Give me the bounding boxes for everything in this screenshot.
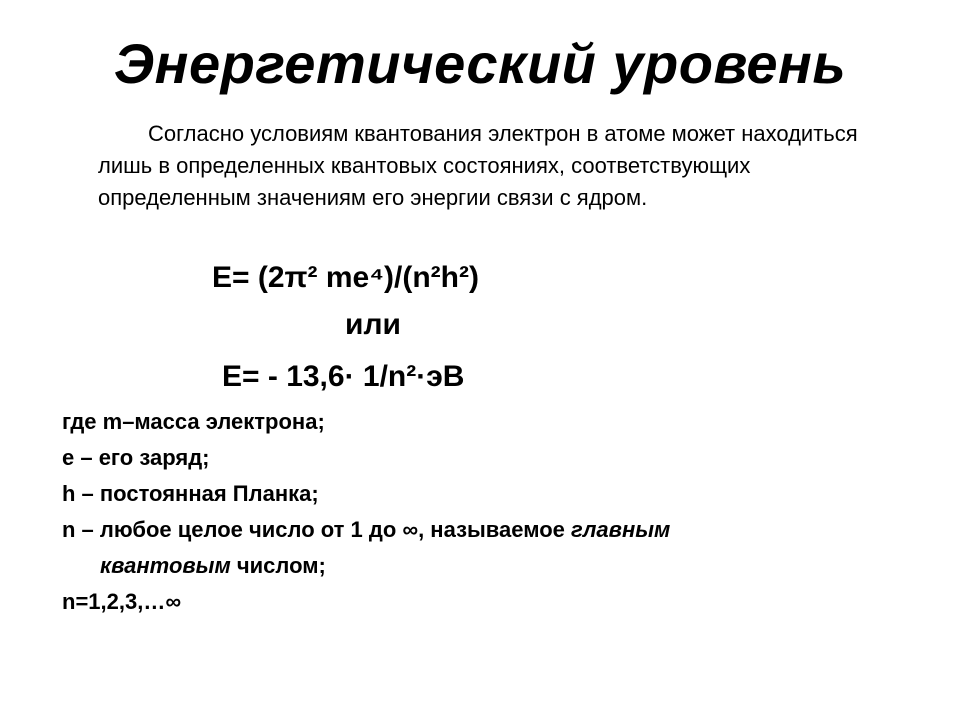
intro-paragraph [98,118,908,214]
definition-n-start: n – любое целое число от 1 до ∞, называемое [62,517,571,542]
definition-h: h – постоянная Планка; [62,481,319,506]
or-connector: или [345,308,401,341]
definition-n-end: числом; [230,553,326,578]
energy-formula-ev: E= - 13,6· 1/n²·эВ [222,360,465,393]
definition-n [62,512,922,548]
definition-n-italic-2: квантовым [100,553,231,578]
intro-text: Согласно условиям квантования электрон в атоме может находиться лишь в определенных квантовых состояниях, соответствующих определенным значениям его энергии связи с ядром. [98,121,858,210]
slide-title: Энергетический уровень [113,32,847,95]
definition-n-values: n=1,2,3,…∞ [62,589,182,614]
energy-formula: E= (2π² me⁴)/(n²h²) [212,261,479,294]
definitions-list [62,404,922,620]
definition-n-continued [62,548,922,584]
definition-n-italic-1: главным [571,517,671,542]
definition-m: где m–масса электрона; [62,409,325,434]
definition-e: e – его заряд; [62,445,210,470]
